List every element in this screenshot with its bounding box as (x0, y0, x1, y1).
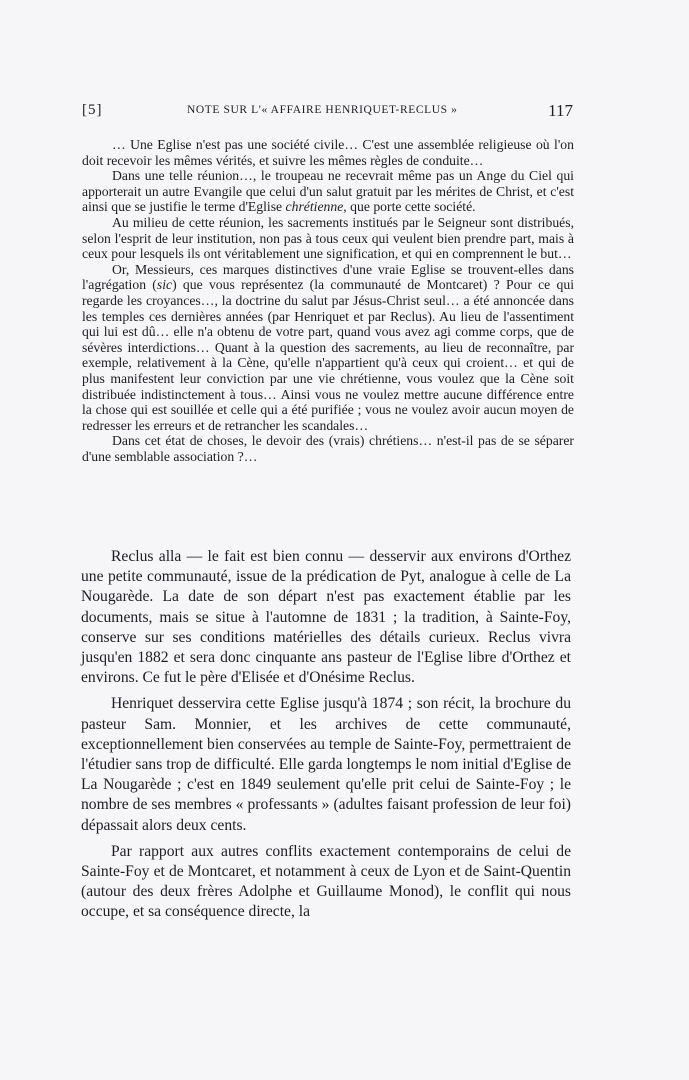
quoted-letter (82, 137, 574, 464)
quote-paragraph: … Une Eglise n'est pas une société civile… C'est une assemblée religieuse où l'on doit recevoir les mêmes vérités, et suivre les mêmes règles de conduite… (82, 137, 574, 168)
body-paragraph: Par rapport aux autres conflits exactement contemporains de celui de Sainte-Foy et de Montcaret, et notamment à ceux de Lyon et de Saint-Quentin (autour des deux frères Adolphe et Guillaume Monod), le conflit qui nous occupe, et sa conséquence directe, la (81, 842, 571, 921)
quote-paragraph: Or, Messieurs, ces marques distinctives d'une vraie Eglise se trouvent-elles dans l'agrégation (sic) que vous représentez (la communauté de Montcaret) ? Pour ce qui regarde les croyances…, la doctrine du salut par Jésus-Christ seul… a été annoncée dans les temples ces dernières années (par Henriquet et par Reclus). Au lieu de l'assentiment qui lui est dû… elle n'a obtenu de votre part, quand vous avez agi comme corps, que de sévères interdictions… Quant à la question des sacrements, au lieu de reconnaître, par exemple, relativement à la Cène, qu'elle n'appartient qu'à ceux qui croient… et qui de plus manifestent leur conviction par une vie chrétienne, vous voulez que la Cène soit distribuée indistinctement à tous… Ainsi vous ne voulez mettre aucune différence entre la chose qui est souillée et celle qui a été purifiée ; vous ne voulez avoir aucun moyen de redresser les erreurs et de retrancher les scandales… (82, 261, 575, 433)
quote-paragraph: Au milieu de cette réunion, les sacrements institués par le Seigneur sont distribués, selon l'esprit de leur institution, non pas à tous ceux qui veulent bien prendre part, mais à ceux pour lesquels ils ont véritablement une signification, et qui en comprennent le but… (82, 214, 574, 262)
quote-paragraph: Dans cet état de choses, le devoir des (vrais) chrétiens… n'est-il pas de se séparer d'une semblable association ?… (82, 433, 574, 464)
main-text (81, 547, 571, 929)
body-paragraph: Henriquet desservira cette Eglise jusqu'à 1874 ; son récit, la brochure du pasteur Sam. Monnier, et les archives de cette communauté, exceptionnellement bien conservées au temple de Sainte-Foy, permettraient de l'étudier sans trop de difficulté. Elle garda longtemps le nom initial d'Eglise de La Nougarède ; c'est en 1849 seulement qu'elle prit celui de Sainte-Foy ; le nombre de ses membres « professants » (adultes faisant profession de leur foi) dépassait alors deux cents. (81, 695, 571, 834)
quote-paragraph: Dans une telle réunion…, le troupeau ne recevrait même pas un Ange du Ciel qui apporterait un autre Evangile que celui d'un salut gratuit par les mérites de Christ, et c'est ainsi que se justifie le terme d'Eglise chrétienne, que porte cette société. (82, 168, 574, 215)
body-paragraph: Reclus alla — le fait est bien connu — desservir aux environs d'Orthez une petite communauté, issue de la prédication de Pyt, analogue à celle de La Nougarède. La date de son départ n'est pas exactement établie par les documents, mais se situe à l'automne de 1831 ; la tradition, à Sainte-Foy, conserve sur ses conditions matérielles des détails curieux. Reclus vivra jusqu'en 1882 et sera donc cinquante ans pasteur de l'Eglise libre d'Orthez et environs. Ce fut le père d'Elisée et d'Onésime Reclus. (81, 548, 571, 687)
running-header (82, 100, 576, 124)
page-number: 117 (548, 101, 573, 120)
italic-term: sic (156, 277, 173, 293)
running-title: NOTE SUR L'« AFFAIRE HENRIQUET-RECLUS » (187, 104, 458, 116)
section-number: [5] (82, 102, 103, 118)
italic-term: chrétienne, (285, 199, 347, 215)
